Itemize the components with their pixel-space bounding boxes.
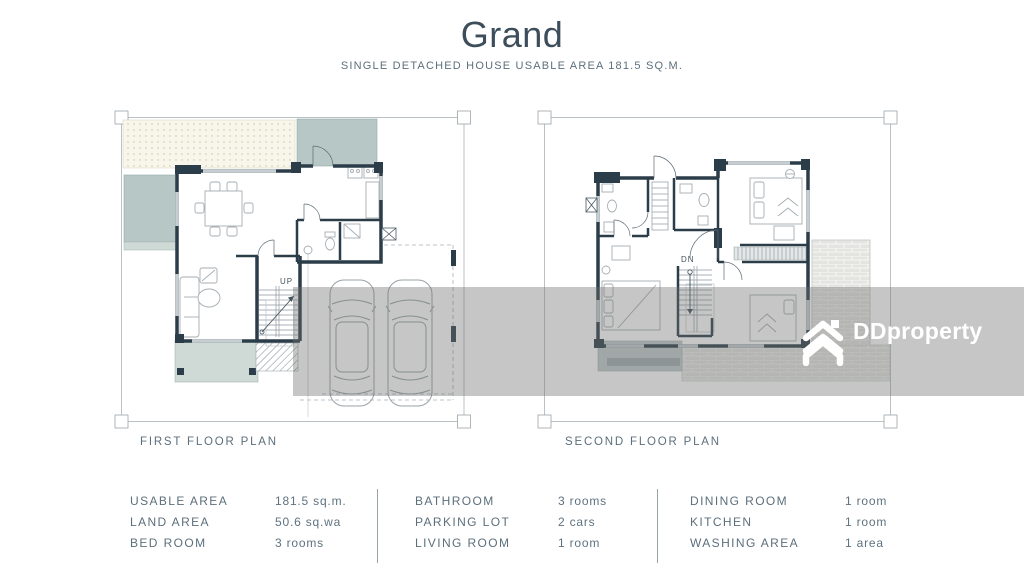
spec-row	[415, 532, 650, 553]
spec-column-1	[130, 490, 370, 553]
spec-value: 2 cars	[558, 514, 596, 529]
spec-row	[690, 490, 930, 511]
spec-row	[415, 490, 650, 511]
ramp-hatch	[256, 343, 298, 371]
stair-direction-label: UP	[280, 277, 294, 286]
closet-ladder	[652, 182, 668, 230]
spec-row	[690, 511, 930, 532]
spec-row	[130, 490, 370, 511]
spec-label: BATHROOM	[415, 493, 495, 508]
entry-porch	[297, 119, 377, 166]
second-floor-plan-caption: SECOND FLOOR PLAN	[565, 436, 721, 448]
spec-divider	[657, 489, 658, 563]
garden-area	[123, 120, 295, 168]
page-title: Grand	[460, 14, 564, 55]
spec-label: USABLE AREA	[130, 493, 229, 508]
spec-value: 3 rooms	[558, 493, 607, 508]
side-terrace	[124, 175, 177, 242]
spec-label: KITCHEN	[690, 514, 753, 529]
watermark-band	[293, 287, 1024, 396]
spec-label: LAND AREA	[130, 514, 210, 529]
spec-label: PARKING LOT	[415, 514, 511, 529]
balcony-slats	[734, 247, 808, 260]
spec-column-2	[415, 490, 650, 553]
kitchen-bath-fixtures	[304, 167, 379, 254]
spec-value: 3 rooms	[275, 535, 324, 550]
master-bedroom-furniture	[750, 170, 802, 241]
spec-value: 181.5 sq.m.	[275, 493, 347, 508]
page-subtitle: SINGLE DETACHED HOUSE USABLE AREA 181.5 SQ.M.	[340, 60, 684, 72]
spec-row	[130, 511, 370, 532]
porch-post	[177, 368, 184, 375]
spec-value: 1 room	[558, 535, 601, 550]
spec-label: WASHING AREA	[690, 535, 800, 550]
side-terrace-step	[124, 242, 177, 250]
spec-row	[130, 532, 370, 553]
spec-column-3	[690, 490, 930, 553]
spec-value: 1 area	[845, 535, 884, 550]
watermark-brand-text: DDproperty	[853, 318, 983, 344]
spec-row	[690, 532, 930, 553]
rear-porch	[175, 340, 258, 382]
spec-label: LIVING ROOM	[415, 535, 511, 550]
spec-value: 50.6 sq.wa	[275, 514, 342, 529]
spec-label: BED ROOM	[130, 535, 207, 550]
spec-label: DINING ROOM	[690, 493, 789, 508]
spec-row	[415, 511, 650, 532]
dining-set	[195, 182, 253, 236]
living-room-furniture	[180, 268, 220, 337]
spec-divider	[377, 489, 378, 563]
carport-column	[451, 250, 456, 266]
ac-unit-icon	[382, 228, 396, 240]
stair-direction-label: DN	[681, 255, 695, 264]
first-floor-plan-caption: FIRST FLOOR PLAN	[140, 436, 278, 448]
vent-box-icon	[586, 198, 597, 212]
spec-value: 1 room	[845, 493, 888, 508]
spec-value: 1 room	[845, 514, 888, 529]
porch-post	[249, 368, 256, 375]
ddproperty-house-icon	[798, 318, 848, 371]
